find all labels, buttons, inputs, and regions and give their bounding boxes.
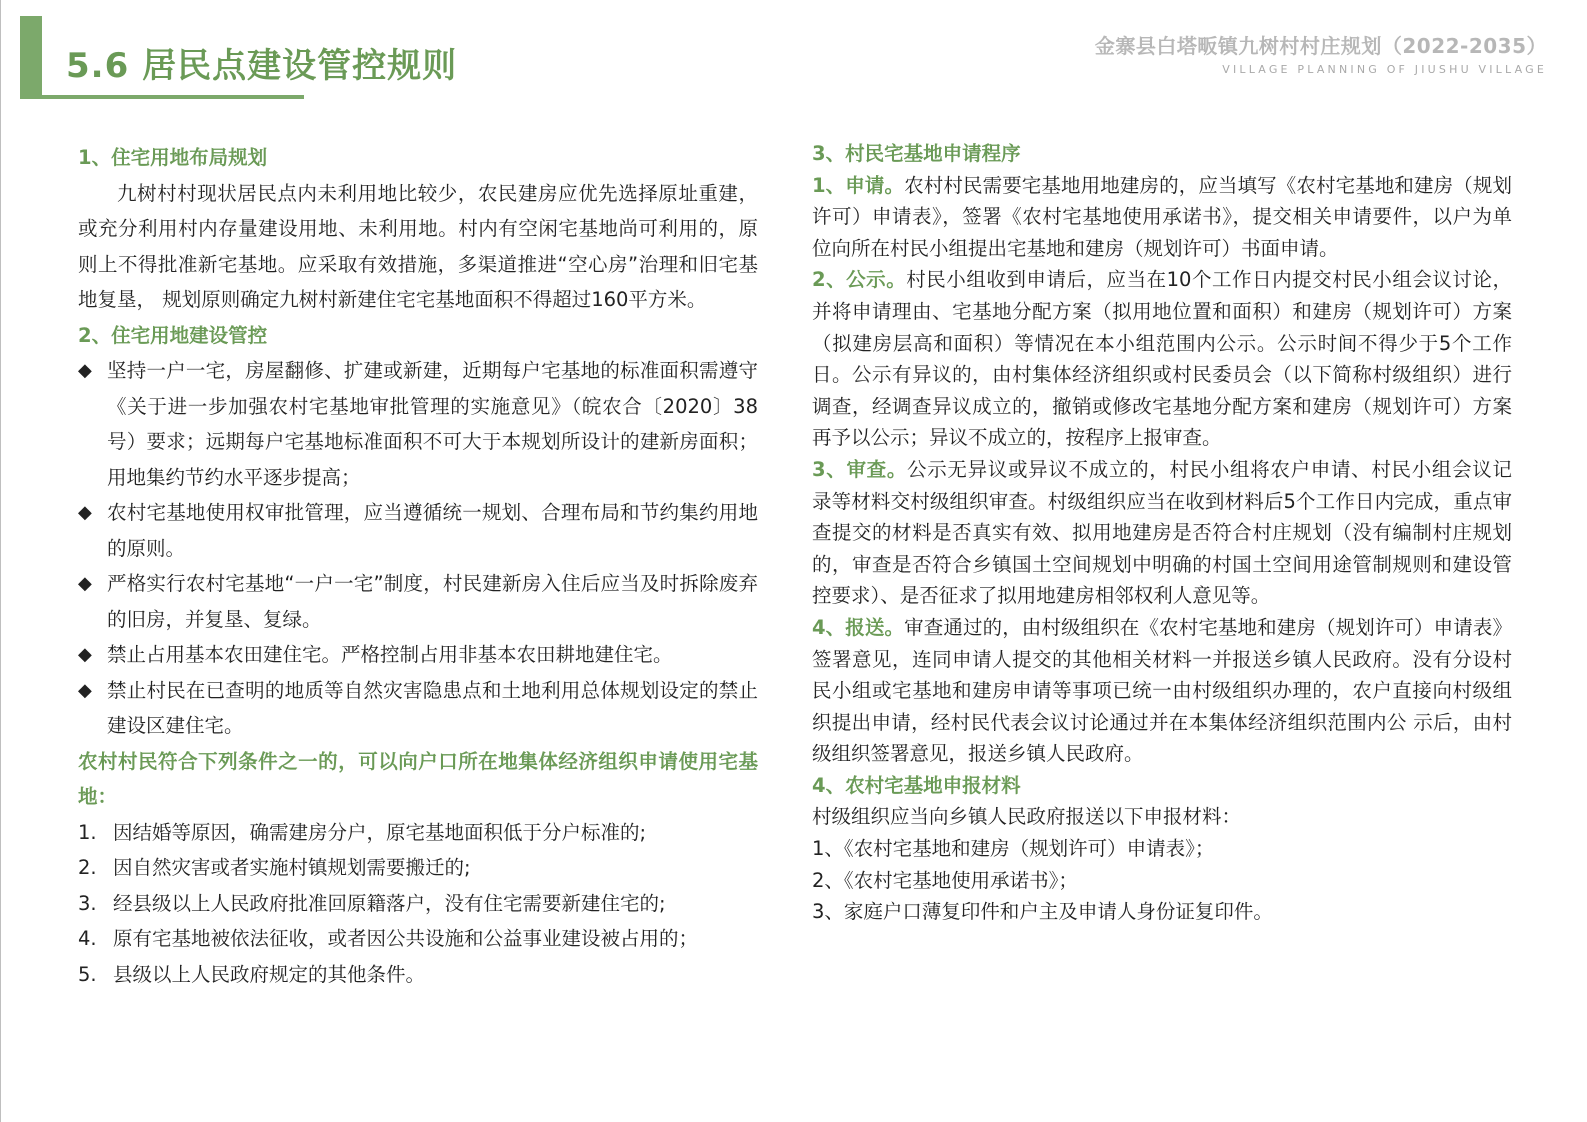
diamond-bullet-icon: ◆ [78,573,92,594]
page-border [0,0,1,1122]
page-title: 5.6 居民点建设管控规则 [66,46,458,86]
bullet-text: 坚持一户一宅，房屋翻修、扩建或新建，近期每户宅基地的标准面积需遵守《关于进一步加强农村宅基地审批管理的实施意见》（皖农合〔2020〕38号）要求；远期每户宅基地标准面积不可大于本规划所设计的建新房面积；用地集约节约水平逐步提高； [107,359,758,489]
left-column [78,140,758,992]
condition-number: 1. [78,820,97,844]
condition-number: 4. [78,927,97,950]
condition-item [78,815,758,851]
material-item: 2、《农村宅基地使用承诺书》； [812,868,1078,892]
bullet-text: 严格实行农村宅基地“一户一宅”制度，村民建新房入住后应当及时拆除废弃的旧房，并复垦、复绿。 [107,572,758,631]
procedure-step [812,454,1512,612]
condition-item [78,850,758,886]
condition-text: 原有宅基地被依法征收，或者因公共设施和公益事业建设被占用的； [113,927,699,950]
section-heading-procedure: 3、村民宅基地申请程序 [812,142,1021,165]
condition-text: 因结婚等原因，确需建房分户，原宅基地面积低于分户标准的; [113,820,647,844]
bullet-item [78,673,758,744]
condition-number: 5. [78,962,97,986]
step-lead: 3、审查。 [812,457,908,481]
procedure-step [812,264,1512,454]
step-lead: 2、公示。 [812,268,907,292]
diamond-bullet-icon: ◆ [78,679,92,701]
condition-text: 县级以上人民政府规定的其他条件。 [113,962,426,986]
bullet-item [78,353,758,495]
material-item: 1、《农村宅基地和建房（规划许可）申请表》； [812,837,1215,861]
condition-text: 经县级以上人民政府批准回原籍落户，没有住宅需要新建住宅的; [113,891,666,915]
step-text: 公示无异议或异议不成立的，村民小组将农户申请、村民小组会议记 录等材料交村级组织审查。村级组织应当在收到材料后5个工作日内完成，重点审查提交的材料是否真实有效、拟用地建房是否符合村庄规划（没有编制村庄规划的，审查是否符合乡镇国土空间规划中明确的村国土空间用途管制规则和建设管控要求）、是否征求了拟用地建房相邻权利人意见等。 [812,457,1512,608]
right-column [812,138,1512,928]
procedure-step [812,170,1512,265]
bullet-text: 农村宅基地使用权审批管理，应当遵循统一规划、合理布局和节约集约用地 的原则。 [107,501,758,560]
bullet-item [78,566,758,637]
material-item: 3、家庭户口薄复印件和户主及申请人身份证复印件。 [812,900,1273,924]
bullet-text: 禁止村民在已查明的地质等自然灾害隐患点和土地利用总体规划设定的禁止 建设区建住宅。 [107,678,758,737]
section-heading-materials: 4、农村宅基地申报材料 [812,773,1021,797]
title-underline [20,95,304,99]
materials-intro: 村级组织应当向乡镇人民政府报送以下申报材料： [812,805,1242,829]
step-text: 村民小组收到申请后，应当在10个工作日内提交村民小组会议讨论，并将申请理由、宅基地分配方案（拟用地位置和面积）和建房（规划许可）方案（拟建房层高和面积）等情况在本小组范围内公示。公示时间不得少于5个工作日。公示有异议的，由村集体经济组织或村民委员会（以下简称村级组织）进行调查，经调查异议成立的，撤销或修改宅基地分配方案和建房（规划许可）方案再予以公示；异议不成立的，按程序上报审查。 [812,268,1512,450]
bullet-item [78,495,758,566]
section-heading-control: 2、住宅用地建设管控 [78,323,268,347]
condition-text: 因自然灾害或者实施村镇规划需要搬迁的; [113,856,471,879]
document-subtitle: VILLAGE PLANNING OF JIUSHU VILLAGE [1222,63,1547,76]
condition-item [78,957,758,993]
condition-item [78,886,758,922]
diamond-bullet-icon: ◆ [78,502,92,523]
step-lead: 4、报送。 [812,615,905,639]
section-heading-layout: 1、住宅用地布局规划 [78,146,268,169]
document-title: 金寨县白塔畈镇九树村村庄规划（2022-2035） [1094,34,1547,58]
condition-number: 3. [78,891,97,915]
step-lead: 1、申请。 [812,173,905,197]
condition-number: 2. [78,856,97,879]
layout-paragraph: 九树村村现状居民点内未利用地比较少，农民建房应优先选择原址重建，或充分利用村内存量建设用地、未利用地。村内有空闲宅基地尚可利用的，原则上不得批准新宅基地。应采取有效措施，多渠道推进“空心房”治理和旧宅基地复垦， 规划原则确定九树村新建住宅宅基地面积不得超过160平方米。 [78,181,758,311]
step-text: 农村村民需要宅基地用地建房的，应当填写《农村宅基地和建房（规划许可）申请表》，签署《农村宅基地使用承诺书》，提交相关申请要件，以户为单位向所在村民小组提出宅基地和建房（规划许可）书面申请。 [812,173,1512,260]
procedure-step [812,612,1512,770]
document-header [1095,30,1547,76]
conditions-heading: 农村村民符合下列条件之一的，可以向户口所在地集体经济组织申请使用宅基地： [78,749,758,808]
step-text: 审查通过的，由村级组织在《农村宅基地和建房（规划许可）申请表》 签署意见，连同申请人提交的其他相关材料一并报送乡镇人民政府。没有分设村民小组或宅基地和建房申请等事项已统一由村级组织办理的，农户直接向村级组织提出申请，经村民代表会议讨论通过并在本集体经济组织范围内公 示后，由村级组织签署意见，报送乡镇人民政府。 [812,615,1512,766]
bullet-text: 禁止占用基本农田建住宅。严格控制占用非基本农田耕地建住宅。 [107,643,673,666]
diamond-bullet-icon: ◆ [78,360,92,381]
title-accent-bar [20,16,42,98]
diamond-bullet-icon: ◆ [78,644,92,665]
bullet-item [78,637,758,673]
condition-item [78,921,758,957]
